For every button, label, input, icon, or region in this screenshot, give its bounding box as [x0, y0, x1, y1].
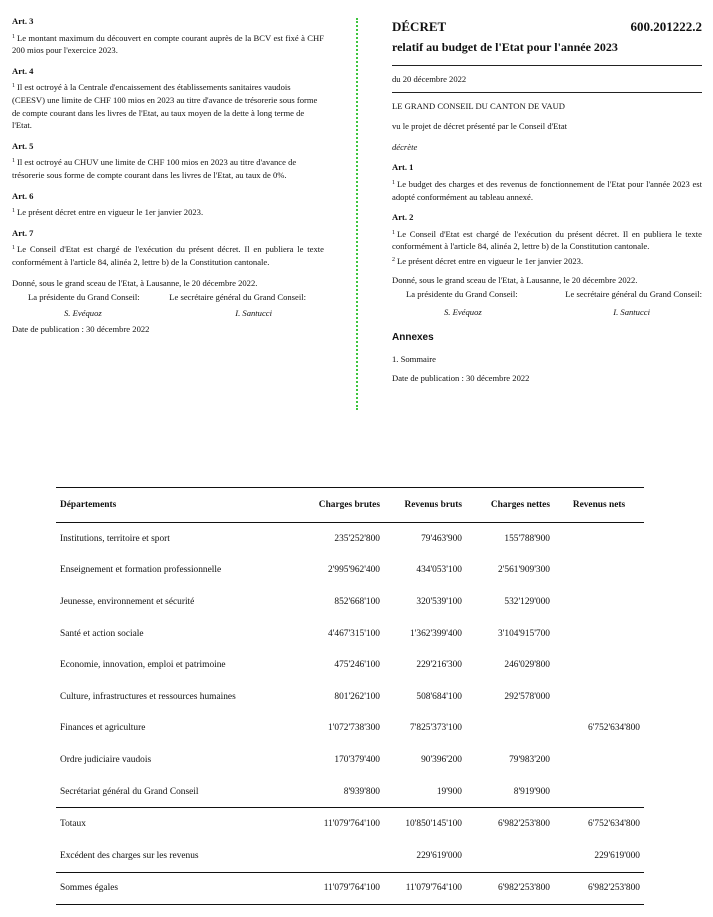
article-text: $^1$ Il est octroyé au CHUV une limite de CHF 100 mios en 2023 au titre d'avance de trésorerie sous forme de compte courant dans les livres de l'Etat, au taux de 0%. [12, 157, 297, 180]
article-text: $^1$ Le budget des charges et des revenus de fonctionnement de l'Etat pour l'année 2023 est adopté conformément au tableau annexé. [392, 178, 702, 202]
table-row [56, 555, 644, 587]
publication-date: Date de publication : 30 décembre 2022 [392, 372, 530, 383]
signature-role-left: La présidente du Grand Conseil: [28, 292, 140, 303]
article-title: Art. 7 [12, 227, 34, 238]
decree-subtitle: relatif au budget de l'Etat pour l'année 2023 [392, 40, 618, 54]
value-cell: 852'668'100 [334, 596, 380, 607]
header-revenus-nets: Revenus nets [572, 500, 626, 510]
value-cell: 434'053'100 [416, 565, 462, 576]
department-cell: Jeunesse, environnement et sécurité [60, 596, 195, 607]
value-cell: 6'752'634'800 [588, 723, 640, 734]
given-statement: Donné, sous le grand sceau de l'Etat, à Lausanne, le 20 décembre 2022. [392, 274, 638, 285]
considering-text: vu le projet de décret présenté par le Conseil d'Etat [392, 121, 568, 132]
table-row [56, 713, 644, 745]
value-cell: 170'379'400 [334, 754, 380, 765]
column-divider [356, 18, 358, 410]
table-row [56, 681, 644, 713]
value-cell: 11'079'764'100 [405, 883, 462, 894]
value-cell: 11'079'764'100 [323, 819, 380, 830]
table-row [56, 776, 644, 808]
article-text: $^1$ Le Conseil d'Etat est chargé de l'exécution du présent décret. Il en publiera le texte conformément à l'article 84, alinéa 2, lettre b) de la Constitution cantonale. [12, 244, 324, 267]
value-cell: 3'104'915'700 [498, 628, 550, 639]
value-cell: 235'252'800 [334, 533, 380, 544]
date-rule [392, 92, 702, 93]
article-title: Art. 6 [12, 190, 34, 201]
decree-header [392, 18, 702, 35]
signature-roles [12, 291, 324, 304]
table-row [56, 649, 644, 681]
value-cell: 79'983'200 [509, 754, 550, 765]
value-cell: 6'982'253'800 [498, 819, 550, 830]
signature-name-right: I. Santucci [235, 307, 272, 318]
article-text: $^1$ Il est octroyé à la Centrale d'encaissement des établissements sanitaires vaudois (CEESV) une limite de CHF 100 mios en 2023 au titre d'avance de trésorerie sous forme de compte courant dans les livres de l'Etat, au taux moyen de la dette à long terme de l'Etat. [12, 82, 318, 131]
department-cell: Culture, infrastructures et ressources humaines [60, 691, 236, 702]
article-text: $^1$ Le montant maximum du découvert en compte courant auprès de la BCV est fixé à CHF 200 mios pour l'exercice 2023. [12, 32, 324, 56]
annex-item: 1. Sommaire [392, 353, 436, 364]
value-cell: 6'982'253'800 [588, 883, 640, 894]
value-cell: 246'029'800 [504, 660, 550, 671]
signature-role-right: Le secrétaire général du Grand Conseil: [169, 292, 306, 303]
table-row [56, 523, 644, 555]
department-cell: Institutions, territoire et sport [60, 533, 170, 544]
value-cell: 4'467'315'100 [328, 628, 380, 639]
value-cell: 2'561'909'300 [498, 565, 550, 576]
signature-name-left: S. Evéquoz [444, 306, 482, 317]
equal-sums-row [56, 872, 644, 905]
value-cell [466, 713, 554, 745]
article-title: Art. 4 [12, 65, 34, 76]
value-cell: 8'939'800 [343, 786, 380, 797]
council-name: LE GRAND CONSEIL DU CANTON DE VAUD [392, 100, 565, 111]
value-cell: 7'825'373'100 [410, 723, 462, 734]
signature-names [392, 306, 702, 319]
publication-date: Date de publication : 30 décembre 2022 [12, 324, 150, 335]
header-revenus-bruts: Revenus bruts [404, 500, 462, 510]
equal-sums-label: Sommes égales [60, 883, 119, 894]
department-cell: Economie, innovation, emploi et patrimoine [60, 660, 226, 671]
article-title: Art. 2 [392, 212, 414, 223]
signature-role-left: La présidente du Grand Conseil: [406, 289, 518, 300]
given-statement: Donné, sous le grand sceau de l'Etat, à Lausanne, le 20 décembre 2022. [12, 277, 258, 288]
value-cell: 1'072'738'300 [328, 723, 380, 734]
value-cell: 6'752'634'800 [588, 819, 640, 830]
department-cell: Finances et agriculture [60, 723, 146, 734]
value-cell: 19'900 [436, 786, 462, 797]
article-title: Art. 1 [392, 162, 414, 173]
table-row [56, 586, 644, 618]
value-cell [554, 776, 644, 808]
value-cell: 320'539'100 [416, 596, 462, 607]
value-cell [292, 840, 384, 872]
value-cell: 532'129'000 [504, 596, 550, 607]
excess-label: Excédent des charges sur les revenus [60, 850, 199, 861]
value-cell [466, 840, 554, 872]
header-charges-brutes: Charges brutes [318, 500, 380, 510]
value-cell [554, 555, 644, 587]
article-text: $^1$ Le Conseil d'Etat est chargé de l'exécution du présent décret. Il en publiera le texte conformément à l'article 84, alinéa 2, lettre b) de la Constitution cantonale. [392, 228, 702, 252]
department-cell: Enseignement et formation professionnelle [60, 565, 222, 576]
signature-name-left: S. Evéquoz [64, 307, 102, 318]
department-cell: Secrétariat général du Grand Conseil [60, 786, 199, 797]
department-cell: Ordre judiciaire vaudois [60, 754, 152, 765]
value-cell: 1'362'399'400 [410, 628, 462, 639]
decree-date: du 20 décembre 2022 [392, 74, 467, 84]
value-cell: 229'619'000 [416, 850, 462, 861]
article-title: Art. 3 [12, 16, 34, 26]
totals-row [56, 808, 644, 840]
document-type: DÉCRET [392, 19, 447, 34]
right-column [392, 18, 702, 384]
value-cell [554, 586, 644, 618]
budget-table [56, 487, 644, 905]
value-cell: 155'788'900 [504, 533, 550, 544]
value-cell: 2'995'962'400 [328, 565, 380, 576]
header-rule [392, 65, 702, 66]
value-cell: 79'463'900 [421, 533, 462, 544]
value-cell [554, 618, 644, 650]
value-cell: 90'396'200 [421, 754, 462, 765]
signature-roles [392, 288, 702, 301]
value-cell: 229'619'000 [594, 850, 640, 861]
decrees-text: décrète [392, 141, 418, 152]
value-cell: 292'578'000 [504, 691, 550, 702]
table-header-row [56, 488, 644, 523]
value-cell: 6'982'253'800 [498, 883, 550, 894]
value-cell [554, 523, 644, 555]
document-number: 600.201222.2 [630, 19, 702, 34]
article-text: $^2$ Le présent décret entre en vigueur le 1er janvier 2023. [392, 255, 584, 266]
annexes-title: Annexes [392, 332, 434, 344]
article-text: $^1$ Le présent décret entre en vigueur le 1er janvier 2023. [12, 207, 204, 218]
department-cell: Santé et action sociale [60, 628, 144, 639]
header-departements: Départements [60, 500, 117, 510]
header-charges-nettes: Charges nettes [490, 500, 550, 510]
totals-label: Totaux [60, 819, 86, 830]
excess-row [56, 840, 644, 872]
signature-names [12, 307, 324, 320]
value-cell: 508'684'100 [416, 691, 462, 702]
value-cell [554, 649, 644, 681]
value-cell: 10'850'145'100 [405, 819, 462, 830]
article-title: Art. 5 [12, 140, 34, 151]
value-cell [554, 744, 644, 776]
value-cell: 229'216'300 [416, 660, 462, 671]
value-cell: 11'079'764'100 [323, 883, 380, 894]
signature-role-right: Le secrétaire général du Grand Conseil: [565, 289, 702, 300]
value-cell: 8'919'900 [513, 786, 550, 797]
signature-name-right: I. Santucci [613, 306, 650, 317]
value-cell [554, 681, 644, 713]
value-cell: 475'246'100 [334, 660, 380, 671]
value-cell: 801'262'100 [334, 691, 380, 702]
left-column [12, 15, 324, 336]
table-row [56, 744, 644, 776]
table-row [56, 618, 644, 650]
